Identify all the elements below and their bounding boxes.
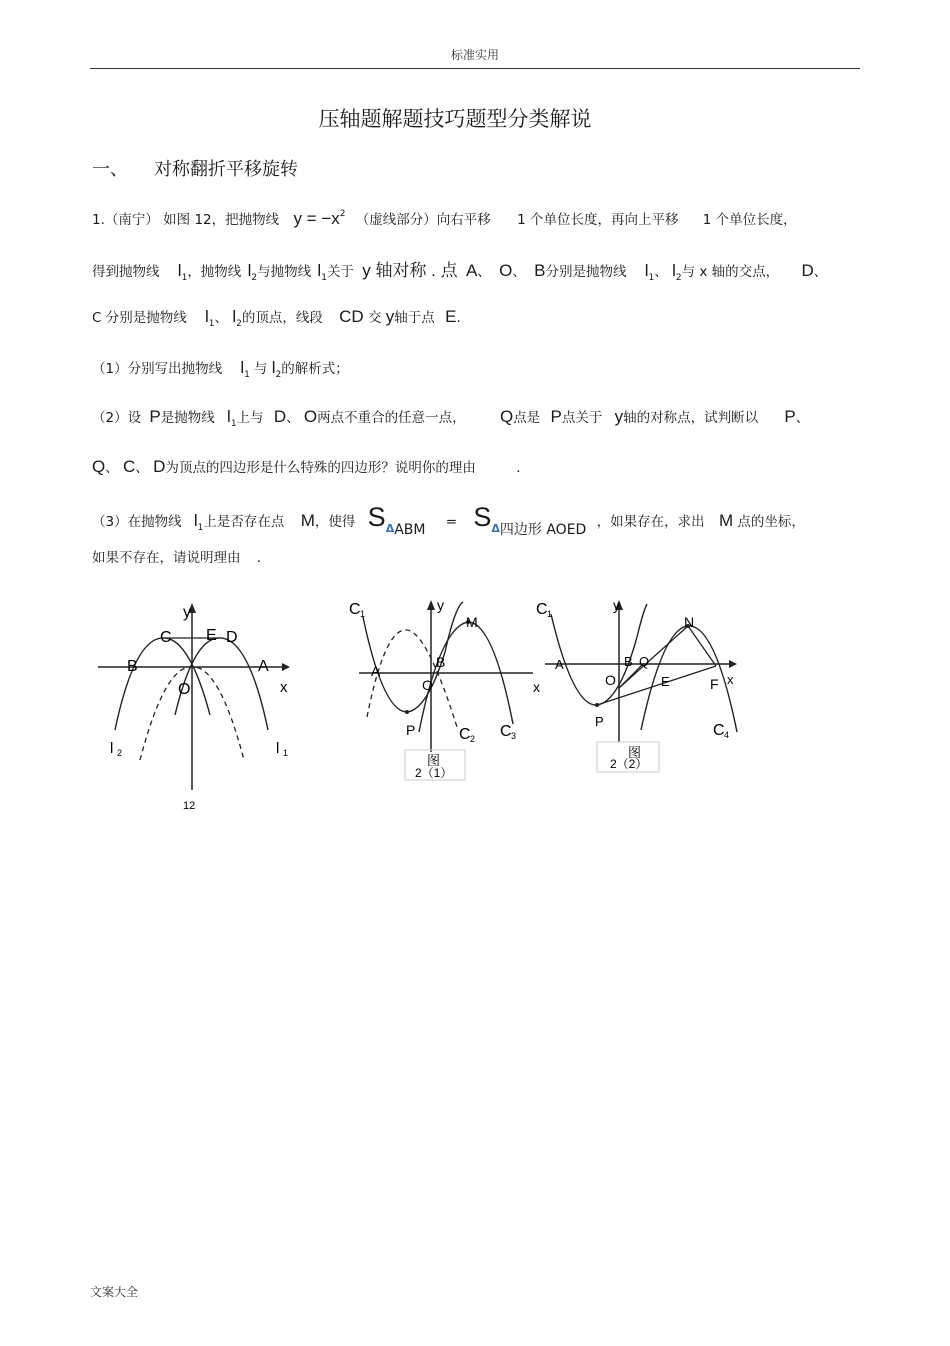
figure-caption-1: 图 bbox=[628, 745, 642, 760]
label-a: A bbox=[555, 657, 564, 672]
question-text: 轴的对称点，试判断以 bbox=[623, 410, 759, 426]
punct: 、 bbox=[105, 460, 119, 476]
parabola-c1 bbox=[363, 602, 463, 712]
x-arrow-icon bbox=[282, 663, 290, 671]
problem-text: 的顶点，线段 bbox=[241, 310, 323, 326]
label-p: P bbox=[406, 722, 416, 738]
punct: 、 bbox=[512, 264, 526, 280]
symbol: E bbox=[445, 307, 457, 326]
subscript: 2 bbox=[275, 370, 282, 380]
symbol: A bbox=[465, 261, 478, 280]
subscript: 1 bbox=[230, 419, 237, 429]
page-footer: 文案大全 bbox=[90, 1285, 139, 1299]
label-n: N bbox=[684, 614, 695, 630]
symbol: l bbox=[227, 407, 231, 426]
symbol: O bbox=[499, 261, 513, 280]
symbol: Q bbox=[499, 407, 514, 426]
symbol: l bbox=[317, 261, 322, 280]
parabola-c3 bbox=[419, 622, 513, 732]
exponent: 2 bbox=[339, 209, 346, 219]
symbol: l bbox=[247, 261, 252, 280]
symbol: D bbox=[273, 407, 287, 426]
question-text: （1）分别写出抛物线 bbox=[92, 361, 223, 377]
label-b: B bbox=[127, 658, 138, 675]
problem-text: 与 x 轴的交点， bbox=[681, 264, 780, 280]
punct: . bbox=[256, 550, 262, 566]
label-c1: C bbox=[536, 601, 548, 618]
symbol: l bbox=[232, 307, 237, 326]
label-x: x bbox=[280, 679, 288, 696]
question-text: （3）在抛物线 bbox=[92, 514, 182, 530]
figure-2-2 bbox=[533, 592, 748, 777]
label-l2: l bbox=[110, 740, 114, 757]
problem-text: ，抛物线 bbox=[187, 264, 242, 280]
label-e: E bbox=[206, 627, 217, 644]
label-y: y bbox=[613, 597, 620, 613]
document-title: 压轴题解题技巧题型分类解说 bbox=[318, 107, 592, 131]
area-symbol: S bbox=[367, 502, 386, 532]
symbol: P bbox=[784, 407, 796, 426]
label-c1: C bbox=[349, 601, 361, 618]
punct: . bbox=[456, 310, 461, 326]
label-c2-sub: 2 bbox=[470, 734, 476, 744]
subscript: 1 bbox=[197, 523, 204, 533]
question-text: 为顶点的四边形是什么特殊的四边形？说明你的理由 bbox=[165, 460, 476, 476]
label-c3-sub: 3 bbox=[511, 731, 517, 741]
problem-text: 得到抛物线 bbox=[92, 264, 160, 280]
punct: 、 bbox=[214, 310, 229, 326]
symbol: l bbox=[205, 307, 209, 326]
problem-text: 交 bbox=[368, 310, 382, 326]
subscript: 2 bbox=[675, 273, 682, 283]
symbol: l bbox=[644, 261, 649, 280]
symbol: l bbox=[177, 261, 182, 280]
problem-text: 1.（南宁） 如图 12，把抛物线 bbox=[92, 212, 280, 228]
label-b: B bbox=[624, 654, 633, 669]
triangle-symbol: Δ bbox=[491, 522, 500, 535]
punct: 、 bbox=[813, 264, 828, 280]
symbol: Q bbox=[92, 457, 106, 476]
label-o: O bbox=[422, 677, 433, 693]
subscript: 2 bbox=[236, 319, 242, 329]
symbol: M bbox=[718, 511, 734, 530]
label-c4-sub: 4 bbox=[724, 730, 730, 740]
subscript: ABM bbox=[394, 522, 426, 538]
label-x: x bbox=[727, 672, 734, 687]
punct: 、 bbox=[477, 264, 491, 280]
question-text: （2）设 bbox=[92, 410, 142, 426]
symbol: M bbox=[300, 511, 315, 530]
label-y: y bbox=[183, 604, 191, 621]
point-p bbox=[405, 710, 409, 714]
question-text: 上与 bbox=[236, 410, 264, 426]
punct: 、 bbox=[654, 264, 668, 280]
problem-text: 1 个单位长度， bbox=[702, 212, 797, 228]
figure-caption-2: 2（1） bbox=[415, 766, 453, 780]
label-a: A bbox=[371, 663, 381, 679]
symbol: P bbox=[149, 407, 161, 426]
label-o: O bbox=[178, 681, 191, 698]
punct: 、 bbox=[286, 410, 300, 426]
label-f: F bbox=[710, 676, 719, 692]
figure-2-1 bbox=[345, 592, 540, 787]
problem-text: 轴于点 bbox=[394, 310, 435, 326]
label-b: B bbox=[436, 654, 446, 670]
parabola-l2 bbox=[115, 638, 210, 730]
symbol: P bbox=[550, 407, 562, 426]
question-text: ，使得 bbox=[314, 514, 356, 530]
section-heading bbox=[92, 155, 298, 181]
figure-caption: 12 bbox=[183, 800, 196, 812]
question-3-cont bbox=[92, 546, 261, 566]
subscript: 四边形 AOED bbox=[499, 522, 587, 538]
subscript: 1 bbox=[181, 273, 188, 283]
punct: 、 bbox=[795, 410, 810, 426]
label-c1-sub: 1 bbox=[360, 609, 366, 619]
symbol: l bbox=[271, 358, 276, 377]
label-m: M bbox=[466, 614, 478, 630]
label-c3: C bbox=[500, 723, 512, 740]
parabola-c4 bbox=[641, 626, 737, 732]
problem-text: （虚线部分）向右平移 bbox=[355, 212, 491, 228]
page-header: 标准实用 bbox=[450, 48, 499, 62]
problem-line-2 bbox=[92, 256, 827, 281]
header-rule bbox=[90, 68, 860, 69]
triangle-symbol: Δ bbox=[385, 522, 395, 535]
question-text: 点是 bbox=[513, 410, 541, 426]
subscript: 1 bbox=[648, 273, 655, 283]
label-o: O bbox=[605, 672, 616, 688]
symbol: D bbox=[153, 457, 166, 476]
question-text: 两点不重合的任意一点， bbox=[317, 410, 466, 426]
label-l1: l bbox=[276, 740, 280, 757]
symbol: CD bbox=[339, 307, 364, 326]
subscript: 1 bbox=[208, 319, 215, 329]
label-d: D bbox=[226, 629, 238, 646]
question-text: 点的坐标， bbox=[737, 514, 805, 530]
symbol: y bbox=[385, 307, 395, 326]
question-text: ，如果存在，求出 bbox=[596, 514, 705, 530]
question-text: 点关于 bbox=[561, 410, 603, 426]
problem-text: 分别是抛物线 bbox=[545, 264, 627, 280]
label-l1-sub: 1 bbox=[283, 748, 289, 758]
symbol: l bbox=[672, 261, 676, 280]
section-text: 对称翻折平移旋转 bbox=[154, 159, 298, 180]
question-3 bbox=[92, 502, 805, 538]
question-text: 如果不存在，请说明理由 bbox=[92, 550, 241, 566]
label-c2: C bbox=[459, 726, 471, 743]
symbol: D bbox=[801, 261, 814, 280]
question-2 bbox=[92, 406, 809, 427]
y-arrow-icon bbox=[427, 600, 435, 610]
symbol: l bbox=[240, 358, 245, 377]
punct: 、 bbox=[135, 460, 149, 476]
subscript: 1 bbox=[321, 273, 327, 283]
label-p: P bbox=[595, 714, 604, 729]
problem-text: y 轴对称 . 点 bbox=[362, 261, 458, 280]
symbol: C bbox=[123, 457, 136, 476]
question-text: 上是否存在点 bbox=[203, 514, 285, 530]
label-c4: C bbox=[713, 722, 725, 739]
label-q: Q bbox=[639, 654, 650, 669]
section-number: 一、 bbox=[92, 159, 128, 180]
label-c1-sub: 1 bbox=[547, 609, 553, 619]
symbol: B bbox=[534, 261, 546, 280]
subscript: 2 bbox=[251, 273, 258, 283]
figure-caption-2: 2（2） bbox=[610, 757, 648, 771]
problem-text: 1 个单位长度，再向上平移 bbox=[517, 212, 679, 228]
equals: = bbox=[445, 514, 458, 530]
label-l2-sub: 2 bbox=[117, 748, 123, 758]
figure-caption-1: 图 bbox=[427, 753, 441, 768]
label-x: x bbox=[533, 679, 540, 695]
question-text: 是抛物线 bbox=[160, 410, 215, 426]
problem-text: 与抛物线 bbox=[257, 264, 312, 280]
area-symbol: S bbox=[473, 502, 492, 532]
symbol: y bbox=[614, 407, 624, 426]
equation: y = −x bbox=[293, 209, 340, 228]
figure-12 bbox=[90, 595, 310, 825]
problem-line-1 bbox=[92, 208, 797, 229]
symbol: O bbox=[303, 407, 318, 426]
problem-text: 关于 bbox=[326, 264, 354, 280]
subscript: 1 bbox=[244, 370, 250, 380]
label-y: y bbox=[437, 597, 444, 613]
symbol: l bbox=[193, 511, 198, 530]
punct: . bbox=[516, 460, 521, 476]
x-arrow-icon bbox=[729, 660, 737, 668]
problem-text: C 分别是抛物线 bbox=[92, 310, 187, 326]
problem-line-3 bbox=[92, 306, 461, 327]
question-1: （1）分别写出抛物线 $l_1$ 与 $l_2$的解析式； bbox=[92, 358, 349, 380]
point-p bbox=[595, 703, 599, 707]
question-2-cont bbox=[92, 456, 520, 477]
question-text: 的解析式； bbox=[281, 361, 349, 377]
label-c: C bbox=[160, 629, 172, 646]
label-a: A bbox=[258, 658, 269, 675]
label-e: E bbox=[661, 674, 670, 689]
